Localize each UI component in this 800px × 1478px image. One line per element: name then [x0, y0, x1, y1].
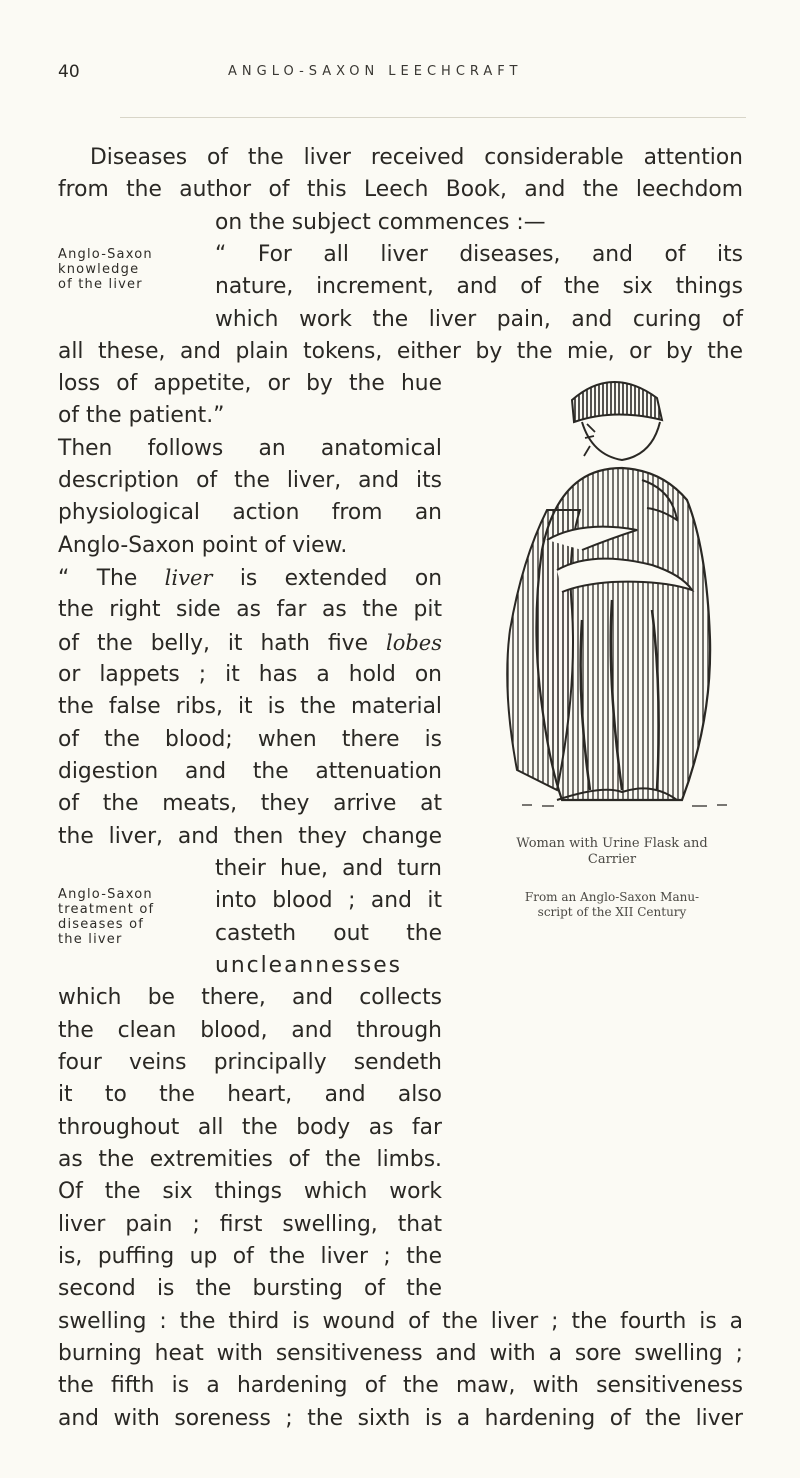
body-line: Anglo-Saxon point of view. [58, 533, 348, 558]
body-line: the right side as far as the pit [58, 597, 442, 622]
body-line: from the author of this Leech Book, and the leechdom [58, 177, 743, 202]
body-line: of the blood; when there is [58, 727, 442, 752]
body-line: physiological action from an [58, 500, 442, 525]
body-line: description of the liver, and its [58, 468, 442, 493]
body-line: into blood ; and it [215, 888, 442, 913]
body-line: throughout all the body as far [58, 1115, 442, 1140]
sidenote-line: the liver [58, 932, 123, 947]
body-line: is, puffing up of the liver ; the [58, 1244, 442, 1269]
running-head: ANGLO-SAXON LEECHCRAFT [228, 64, 523, 79]
body-line: their hue, and turn [215, 856, 442, 881]
sidenote-line: Anglo-Saxon [58, 887, 153, 902]
body-line: “ For all liver diseases, and of its [215, 242, 743, 267]
face [582, 422, 660, 460]
body-line: and with soreness ; the sixth is a hardening of the liver [58, 1406, 743, 1431]
body-line [58, 627, 442, 661]
ground-marks [522, 805, 727, 806]
sidenote-knowledge [58, 247, 208, 292]
body-line: the fifth is a hardening of the maw, with sensitiveness [58, 1373, 743, 1398]
body-line: liver pain ; first swelling, that [58, 1212, 442, 1237]
body-line: digestion and the attenuation [58, 759, 442, 784]
body-line: nature, increment, and of the six things [215, 274, 743, 299]
body-line: the false ribs, it is the material [58, 694, 442, 719]
body-line: on the subject commences :— [215, 210, 546, 235]
body-segment: of the belly, it hath five [58, 631, 368, 656]
body-line: loss of appetite, or by the hue [58, 371, 442, 396]
body-line: burning heat with sensitiveness and with a sore swelling ; [58, 1341, 743, 1366]
figure-caption-title [456, 836, 768, 868]
body-line: it to the heart, and also [58, 1082, 442, 1107]
body-line: Of the six things which work [58, 1179, 442, 1204]
body-line: or lappets ; it has a hold on [58, 662, 442, 687]
body-line: swelling : the third is wound of the liver ; the fourth is a [58, 1309, 743, 1334]
body-line: uncleannesses [215, 953, 402, 978]
headdress [572, 382, 662, 422]
italic-term: lobes [385, 631, 442, 655]
sidenote-line: Anglo-Saxon [58, 247, 153, 262]
sidenote-line: diseases of [58, 917, 145, 932]
body-line: which work the liver pain, and curing of [215, 307, 743, 332]
body-line: which be there, and collects [58, 985, 442, 1010]
sidenote-line: of the liver [58, 277, 143, 292]
robe [536, 468, 710, 800]
body-segment: is extended on [239, 566, 443, 591]
body-line: four veins principally sendeth [58, 1050, 442, 1075]
body-line [58, 562, 442, 596]
body-line: Diseases of the liver received considerable attention [90, 145, 743, 170]
body-segment: “ The [58, 566, 138, 591]
sidenote-treatment [58, 887, 208, 947]
body-line: of the patient.” [58, 403, 225, 428]
body-line: the liver, and then they change [58, 824, 442, 849]
body-line: casteth out the [215, 921, 442, 946]
body-line: as the extremities of the limbs. [58, 1147, 442, 1172]
figure-caption-source [456, 890, 768, 920]
header-rule [120, 117, 746, 118]
italic-term: liver [164, 566, 213, 590]
caption-line: From an Anglo-Saxon Manu- [524, 890, 700, 904]
body-line: Then follows an anatomical [58, 436, 442, 461]
body-line: all these, and plain tokens, either by the mie, or by the [58, 339, 743, 364]
caption-line: script of the XII Century [537, 905, 687, 919]
page-number: 40 [58, 62, 80, 82]
caption-line: Woman with Urine Flask and [516, 836, 708, 851]
manuscript-illustration [462, 360, 762, 810]
body-line: second is the bursting of the [58, 1276, 442, 1301]
sidenote-line: knowledge [58, 262, 140, 277]
body-line: of the meats, they arrive at [58, 791, 442, 816]
body-line: the clean blood, and through [58, 1018, 442, 1043]
caption-line: Carrier [587, 852, 637, 867]
sidenote-line: treatment of [58, 902, 155, 917]
